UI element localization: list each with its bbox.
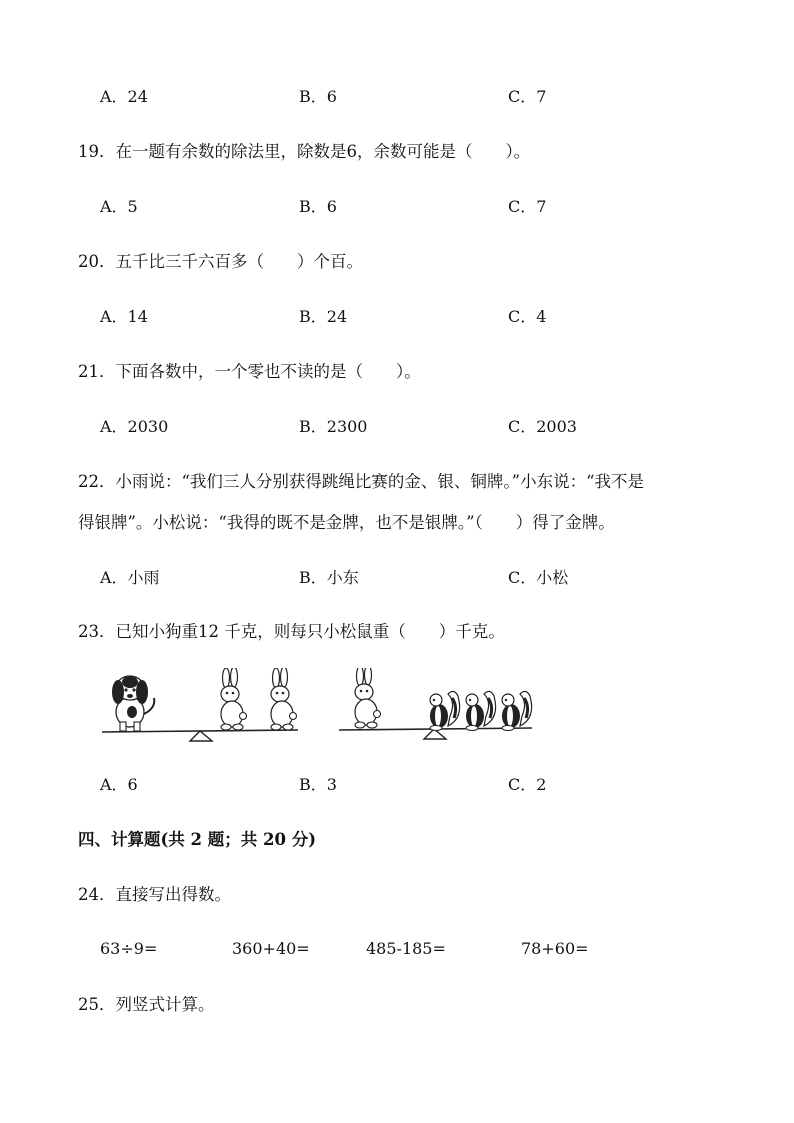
rabbit-icon: [271, 668, 297, 730]
q20-option-c: C．4: [508, 307, 547, 326]
squirrel-icon: [430, 691, 460, 730]
q23-text: 23．已知小狗重12 千克，则每只小松鼠重（ ）千克。: [78, 622, 505, 641]
right-balance-scale: [339, 668, 532, 739]
q23-option-b: B．3: [299, 775, 337, 794]
q24-item-3: 485-185=: [366, 939, 446, 958]
dog-icon: [112, 676, 154, 731]
q23-option-c: C．2: [508, 775, 547, 794]
q21-option-a: A．2030: [100, 417, 169, 436]
q24-text: 24．直接写出得数。: [78, 885, 231, 904]
q20-option-a: A．14: [100, 307, 148, 326]
q22-text-line1: 22．小雨说：“我们三人分别获得跳绳比赛的金、银、铜牌。”小东说：“我不是: [78, 472, 645, 491]
q18-option-c: C．7: [508, 87, 547, 106]
squirrel-icon: [502, 691, 532, 730]
q22-option-b: B．小东: [299, 568, 359, 587]
balance-scale-illustration: [96, 668, 546, 748]
q25-text: 25．列竖式计算。: [78, 995, 215, 1014]
q24-item-4: 78+60=: [521, 939, 589, 958]
q20-option-b: B．24: [299, 307, 348, 326]
q19-text: 19．在一题有余数的除法里，除数是6，余数可能是（ ）。: [78, 142, 531, 161]
q24-item-2: 360+40=: [232, 939, 310, 958]
q22-option-c: C．小松: [508, 568, 569, 587]
squirrel-icon: [466, 691, 496, 730]
q18-option-b: B．6: [299, 87, 337, 106]
left-balance-scale: [102, 668, 298, 741]
fulcrum-left-icon: [190, 731, 212, 741]
q19-option-b: B．6: [299, 197, 337, 216]
q19-option-a: A．5: [100, 197, 138, 216]
q24-item-1: 63÷9=: [100, 939, 158, 958]
q18-option-a: A．24: [100, 87, 148, 106]
q19-option-c: C．7: [508, 197, 547, 216]
q23-option-a: A．6: [100, 775, 138, 794]
q20-text: 20．五千比三千六百多（ ）个百。: [78, 252, 363, 271]
rabbit-icon: [355, 668, 381, 728]
q22-text-line2: 得银牌”。小松说：“我得的既不是金牌，也不是银牌。”（ ）得了金牌。: [78, 513, 615, 532]
q21-text: 21．下面各数中，一个零也不读的是（ ）。: [78, 362, 421, 381]
rabbit-icon: [221, 668, 247, 730]
q21-option-c: C．2003: [508, 417, 577, 436]
q21-option-b: B．2300: [299, 417, 368, 436]
section-4-heading: 四、计算题(共 2 题；共 20 分): [78, 830, 317, 849]
q22-option-a: A．小雨: [100, 568, 160, 587]
